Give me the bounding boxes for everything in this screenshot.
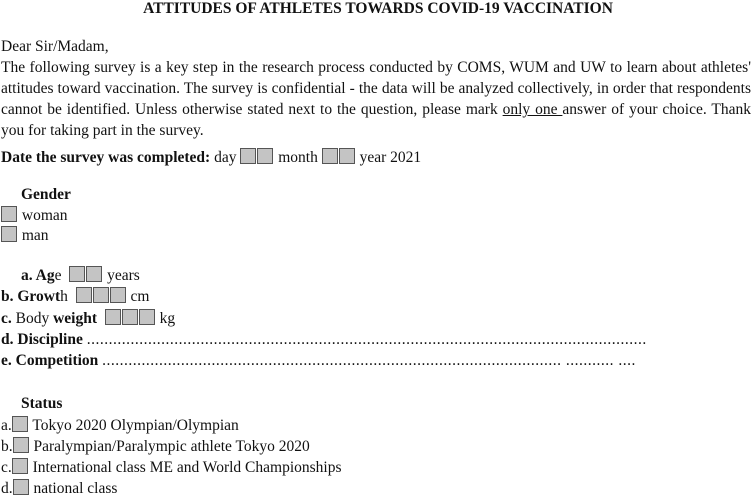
discipline-fill-line[interactable]: ................................................................................................................................ (86, 331, 647, 348)
option-letter: b. (1, 438, 13, 455)
weight-prefix: c. (1, 310, 16, 327)
age-unit: years (107, 267, 140, 284)
growth-row (1, 287, 149, 306)
date-label: Date the survey was completed: (1, 149, 211, 166)
checkbox[interactable] (12, 416, 28, 432)
growth-digit-box[interactable] (110, 287, 126, 303)
option-letter: d. (1, 480, 13, 497)
weight-label-bold: weight (53, 310, 98, 327)
discipline-label: d. Discipline (1, 331, 83, 348)
growth-label-bold: Growt (17, 288, 61, 305)
status-option-c[interactable] (1, 458, 342, 477)
competition-label: e. Competition (1, 352, 99, 369)
status-heading: Status (21, 395, 63, 412)
day-digit-box[interactable] (257, 148, 273, 164)
date-row (1, 148, 421, 167)
competition-row[interactable] (1, 352, 636, 370)
intro-text-end: answer of your choice. Thank you for taking part in the survey. (1, 101, 751, 139)
age-digit-box[interactable] (69, 266, 85, 282)
option-letter: c. (1, 459, 12, 476)
checkbox[interactable] (13, 437, 29, 453)
option-label: Paralympian/Paralympic athlete Tokyo 2020 (33, 438, 310, 455)
survey-title: ATTITUDES OF ATHLETES TOWARDS COVID-19 VACCINATION (143, 0, 613, 17)
weight-label-normal: Body (15, 310, 54, 327)
age-row (21, 266, 140, 285)
age-digit-box[interactable] (86, 266, 102, 282)
month-digit-box[interactable] (322, 148, 338, 164)
gender-option-woman[interactable] (1, 206, 68, 225)
checkbox[interactable] (13, 479, 29, 495)
checkbox[interactable] (1, 206, 17, 222)
option-letter: a. (1, 417, 12, 434)
weight-digit-box[interactable] (122, 309, 138, 325)
growth-label-rest: h (60, 288, 68, 305)
checkbox[interactable] (12, 458, 28, 474)
option-label: Tokyo 2020 Olympian/Olympian (32, 417, 239, 434)
intro-text-part: The following survey is a key step in the research process conducted by COMS, WUM and UW to learn about athletes' attitudes toward vaccination. The survey is confidential - the data will be analyzed collectively, in order that respondents cannot be identified. Unless otherwise stated next to the question, please mark (1, 59, 751, 118)
growth-unit: cm (130, 288, 150, 305)
age-label-rest: e (54, 267, 62, 284)
month-label: month (278, 149, 318, 166)
option-label: woman (21, 207, 68, 224)
option-label: man (21, 227, 49, 244)
option-label: International class ME and World Championships (32, 459, 342, 476)
greeting: Dear Sir/Madam, (1, 38, 109, 55)
status-option-b[interactable] (1, 437, 310, 456)
growth-digit-box[interactable] (76, 287, 92, 303)
competition-fill-line[interactable]: ......................................................................................................... ........... .... (102, 352, 636, 369)
discipline-row[interactable] (1, 331, 647, 349)
growth-digit-box[interactable] (93, 287, 109, 303)
weight-row (1, 309, 175, 328)
age-prefix: a. (21, 267, 36, 284)
day-digit-box[interactable] (240, 148, 256, 164)
growth-prefix: b. (1, 288, 18, 305)
gender-option-man[interactable] (1, 226, 49, 245)
option-label: national class (33, 480, 118, 497)
intro-text (1, 57, 751, 141)
month-digit-box[interactable] (339, 148, 355, 164)
checkbox[interactable] (1, 226, 17, 242)
weight-unit: kg (159, 310, 176, 327)
day-label: day (214, 149, 237, 166)
status-option-a[interactable] (1, 416, 239, 435)
intro-paragraph (1, 36, 751, 141)
age-label-bold: Ag (35, 267, 55, 284)
only-one-underlined: only one (502, 101, 563, 118)
year-label: year 2021 (359, 149, 422, 166)
weight-digit-box[interactable] (105, 309, 121, 325)
weight-digit-box[interactable] (139, 309, 155, 325)
status-option-d[interactable] (1, 479, 117, 498)
gender-heading: Gender (21, 186, 71, 203)
